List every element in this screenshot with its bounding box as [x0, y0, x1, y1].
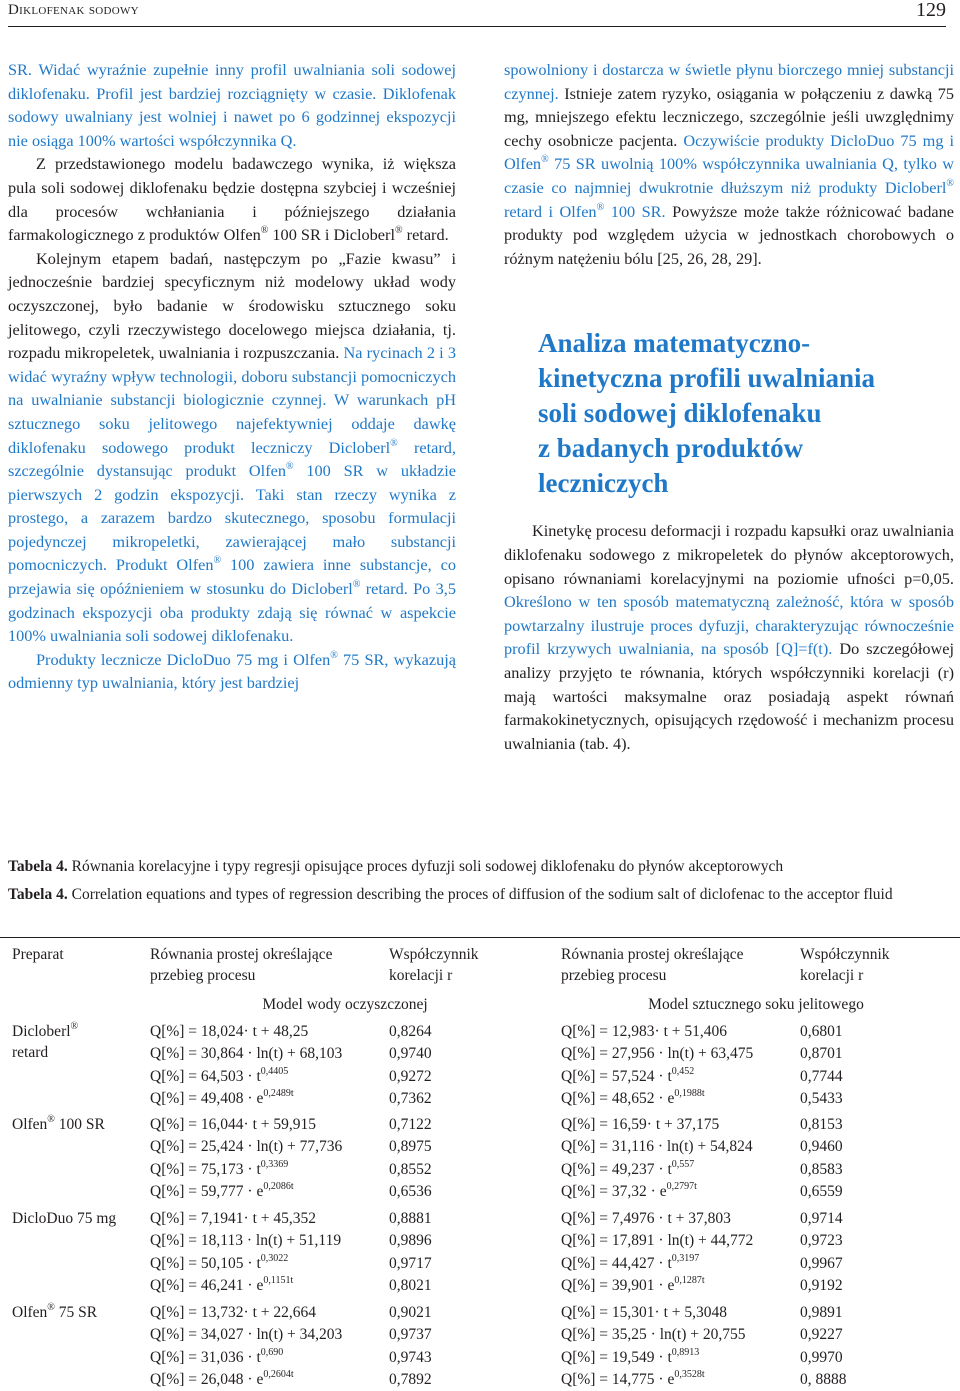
correlation-water: 0,8881: [389, 1210, 432, 1227]
header-coef-juice-2: korelacji r: [800, 967, 864, 984]
correlation-water: 0,8021: [389, 1276, 432, 1294]
equation-juice: Q[%] = 31,116 · ln(t) + 54,824: [561, 1138, 753, 1156]
equation-water: Q[%] = 16,044· t + 59,915: [150, 1116, 317, 1133]
equation-juice: Q[%] = 35,25 · ln(t) + 20,755: [561, 1326, 746, 1344]
equation-water: $Q[\%] = 31,036 \cdot t^{0,690}$: [150, 1346, 284, 1366]
exponent: 0,2489t: [263, 1087, 294, 1099]
correlation-juice: 0,6559: [800, 1182, 843, 1200]
equation-water: Q[%] = 13,732· t + 22,664: [150, 1304, 317, 1321]
paragraph-2: Z przedstawionego modelu badawczego wynika, iż większa pula soli sodowej diklofenaku będzie dostępna szybciej i wcześniej dla procesów wchłaniania i późniejszego działania farmakologicznego z produktów Olfen® 100 SR i Dicloberl® retard.: [8, 154, 456, 245]
correlation-water: 0,8264: [389, 1023, 432, 1040]
correlation-water: 0,9743: [389, 1348, 432, 1366]
exponent: 0,3197: [671, 1252, 700, 1264]
correlation-juice: 0,9460: [800, 1138, 843, 1156]
header-coef-water-2: korelacji r: [389, 967, 453, 984]
paragraph-6: Kinetykę procesu deformacji i rozpadu kapsułki oraz uwalniania diklofenaku sodowego z mikropeletek do płynów akceptorowych, opisano równaniami korelacyjnymi na poziomie ufności p=0,05. Określono w ten sposób matematyczną zależność, która w sposób powtarzalny ilustruje proces dyfuzji, charakteryzując równocześnie profil krzywych uwalniania, na sposób [Q]=f(t). Do szczegółowej analizy przyjęto te równania, których współczynniki korelacji (r) mają wartości maksymalne oraz posiadają aspekt równań farmakokinetycznych, opisujących rzędowość i mechanizm procesu uwalniania (tab. 4).: [504, 521, 955, 753]
correlation-water: 0,9272: [389, 1067, 432, 1085]
equation-water: $Q[\%] = 59,777 \cdot e^{0,2086t}$: [150, 1180, 294, 1200]
equation-water: Q[%] = 30,864 · ln(t) + 68,103: [150, 1045, 343, 1063]
running-title: Diklofenak sodowy: [8, 2, 139, 18]
equation-juice: Q[%] = 16,59· t + 37,175: [561, 1116, 720, 1133]
equation-water: Q[%] = 25,424 · ln(t) + 77,736: [150, 1138, 343, 1156]
registered-mark: ®: [70, 1021, 79, 1032]
exponent: 0,690: [260, 1346, 284, 1358]
header-model-water: Model wody oczyszczonej: [262, 996, 428, 1013]
equation-water: $Q[\%] = 75,173 \cdot t^{0,3369}$: [150, 1158, 289, 1178]
equation-water: $Q[\%] = 49,408 \cdot e^{0,2489t}$: [150, 1087, 294, 1107]
correlation-juice: 0,7744: [800, 1067, 843, 1085]
correlation-juice: 0,8583: [800, 1160, 843, 1178]
header-preparat: Preparat: [12, 946, 64, 963]
correlation-water: 0,9737: [389, 1326, 432, 1344]
correlation-water: 0,6536: [389, 1182, 432, 1200]
correlation-water: 0,9717: [389, 1254, 432, 1272]
equation-water: $Q[\%] = 46,241 \cdot e^{0,1151t}$: [150, 1274, 294, 1294]
correlation-water: 0,9021: [389, 1304, 432, 1321]
right-column: [504, 58, 954, 755]
header-equation-juice-1: Równania prostej określające: [561, 946, 744, 963]
equation-water: $Q[\%] = 50,105 \cdot t^{0,3022}$: [150, 1252, 289, 1272]
exponent: 0,2086t: [263, 1180, 294, 1192]
section-heading: Analiza matematyczno- kinetyczna profili uwalniania soli sodowej diklofenaku z badanych produktów leczniczych: [538, 328, 876, 499]
correlation-juice: 0,5433: [800, 1089, 843, 1107]
product-name: Olfen® 75 SR: [12, 1302, 98, 1321]
exponent: 0,3022: [260, 1252, 289, 1264]
correlation-juice: 0,9192: [800, 1276, 843, 1294]
regression-table: [0, 937, 960, 1391]
correlation-water: 0,7362: [389, 1089, 432, 1107]
equation-juice: Q[%] = 27,956 · ln(t) + 63,475: [561, 1045, 754, 1063]
equation-juice: $Q[\%] = 14,775 \cdot e^{0,3528t}$: [561, 1368, 705, 1388]
correlation-water: 0,9896: [389, 1232, 432, 1250]
equation-juice: Q[%] = 12,983· t + 51,406: [561, 1023, 728, 1040]
product-name: DicloDuo 75 mg: [12, 1210, 117, 1227]
correlation-juice: 0,6801: [800, 1023, 843, 1040]
equation-juice: $Q[\%] = 37,32 \cdot e^{0,2797t}$: [561, 1180, 697, 1200]
equation-water: $Q[\%] = 64,503 \cdot t^{0,4405}$: [150, 1065, 289, 1085]
exponent: 0,4405: [260, 1065, 289, 1077]
paragraph-1: SR. Widać wyraźnie zupełnie inny profil uwalniania soli sodowej diklofenaku. Profil jest bardziej rozciągnięty w czasie. Diklofenak sodowy uwalniany jest wolniej i nawet po 6 godzinnej ekspozycji nie osiąga 100% wartości współczynnika Q.: [8, 60, 456, 150]
paragraph-3: Kolejnym etapem badań, następczym po „Fazie kwasu” i jednocześnie bardziej specyficznym niż modelowy układ wody oczyszczonej, było badanie w środowisku sztucznego soku jelitowego, czyli rzeczywistego docelowego miejsca działania, tj. rozpadu mikropeletek, uwalniania i rozpuszczania. Na rycinach 2 i 3 widać wyraźny wpływ technologii, doboru substancji pomocniczych na uwalnianie substancji biologicznie czynnej. W warunkach pH sztucznego soku jelitowego najefektywniej oddaje dawkę diklofenaku sodowego produkt leczniczy Dicloberl® retard, szczególnie dystansując produkt Olfen® 100 SR w układzie pierwszych 2 godzin ekspozycji. Taki stan rzeczy wynika z prostego, a zarazem bardzo skutecznego, sposobu formulacji pojedynczej mikropeletki, zawierającej mało substancji pomocniczych. Produkt Olfen® 100 zawiera inne substancje, co przejawia się opóźnieniem w stosunku do Dicloberl® retard. Po 3,5 godzinach ekspozycji oba produkty zdają się równać w aspekcie 100% uwalniania soli sodowej diklofenaku.: [8, 248, 456, 646]
table-caption-en: Tabela 4. Correlation equations and types of regression describing the proces of diffusion of the sodium salt of diclofenac to the acceptor fluid: [8, 886, 893, 903]
registered-mark: ®: [47, 1114, 55, 1125]
equation-juice: Q[%] = 15,301· t + 5,3048: [561, 1304, 728, 1321]
header-model-juice: Model sztucznego soku jelitowego: [648, 996, 864, 1013]
product-name: Olfen® 100 SR: [12, 1114, 105, 1133]
equation-juice: Q[%] = 7,4976 · t + 37,803: [561, 1210, 731, 1227]
table-top-rule: [0, 937, 960, 938]
page-header: [8, 0, 946, 27]
header-equation-water-2: przebieg procesu: [150, 967, 256, 984]
exponent: 0,452: [671, 1065, 695, 1077]
registered-mark: ®: [47, 1302, 55, 1313]
correlation-water: 0,8552: [389, 1160, 432, 1178]
header-equation-juice-2: przebieg procesu: [561, 967, 667, 984]
equation-juice: $Q[\%] = 48,652 \cdot e^{0,1988t}$: [561, 1087, 705, 1107]
exponent: 0,3369: [260, 1158, 289, 1170]
correlation-water: 0,8975: [389, 1138, 432, 1156]
correlation-juice: 0,8701: [800, 1045, 843, 1063]
equation-juice: $Q[\%] = 19,549 \cdot t^{0,8913}$: [561, 1346, 700, 1366]
equation-juice: Q[%] = 17,891 · ln(t) + 44,772: [561, 1232, 754, 1250]
correlation-juice: 0,9714: [800, 1210, 843, 1227]
equation-water: Q[%] = 34,027 · ln(t) + 34,203: [150, 1326, 343, 1344]
equation-water: $Q[\%] = 26,048 \cdot e^{0,2604t}$: [150, 1368, 294, 1388]
exponent: 0,1287t: [674, 1274, 705, 1286]
header-equation-water-1: Równania prostej określające: [150, 946, 333, 963]
equation-juice: $Q[\%] = 57,524 \cdot t^{0,452}$: [561, 1065, 695, 1085]
exponent: 0,3528t: [674, 1368, 705, 1380]
page-number: 129: [916, 0, 946, 21]
exponent: 0,2604t: [263, 1368, 294, 1380]
exponent: 0,1988t: [674, 1087, 705, 1099]
correlation-juice: 0,9967: [800, 1254, 843, 1272]
equation-juice: $Q[\%] = 44,427 \cdot t^{0,3197}$: [561, 1252, 700, 1272]
correlation-water: 0,9740: [389, 1045, 432, 1063]
header-coef-juice-1: Współczynnik: [800, 946, 890, 963]
exponent: 0,2797t: [666, 1180, 697, 1192]
correlation-juice: 0,9891: [800, 1304, 843, 1321]
paragraph-5: spowolniony i dostarcza w świetle płynu biorczego mniej substancji czynnej. Istnieje zatem ryzyko, osiągania w połączeniu z dawką 75 mg, mniejszego efektu leczniczego, szczególnie jeśli uwzględnimy cechy osobnicze pacjenta. Oczywiście produkty DicloDuo 75 mg i Olfen® 75 SR uwolnią 100% współczynnika uwalniania Q, tylko w czasie co najmniej dwukrotnie dłuższym niż produkty Dicloberl® retard i Olfen® 100 SR. Powyższe może także różnicować badane produkty pod względem użycia w jednostkach chorobowych o różnym natężeniu bólu [25, 26, 28, 29].: [504, 60, 954, 268]
correlation-juice: 0,8153: [800, 1116, 843, 1133]
left-column: [8, 58, 456, 695]
equation-water: Q[%] = 18,113 · ln(t) + 51,119: [150, 1232, 342, 1250]
correlation-juice: 0,9723: [800, 1232, 843, 1250]
correlation-water: 0,7122: [389, 1116, 432, 1133]
equation-juice: $Q[\%] = 39,901 \cdot e^{0,1287t}$: [561, 1274, 705, 1294]
correlation-water: 0,7892: [389, 1370, 432, 1388]
product-name: Dicloberl® retard: [12, 1021, 79, 1061]
header-coef-water-1: Współczynnik: [389, 946, 479, 963]
equation-water: Q[%] = 7,1941· t + 45,352: [150, 1210, 317, 1227]
table-caption-pl: Tabela 4. Równania korelacyjne i typy regresji opisujące proces dyfuzji soli sodowej diklofenaku do płynów akceptorowych: [8, 858, 784, 875]
correlation-juice: 0,9227: [800, 1326, 843, 1344]
exponent: 0,8913: [671, 1346, 700, 1358]
correlation-juice: 0,9970: [800, 1348, 843, 1366]
equation-water: Q[%] = 18,024· t + 48,25: [150, 1023, 309, 1040]
equation-juice: $Q[\%] = 49,237 \cdot t^{0,557}$: [561, 1158, 695, 1178]
exponent: 0,1151t: [263, 1274, 294, 1286]
correlation-juice: 0, 8888: [800, 1370, 847, 1388]
exponent: 0,557: [671, 1158, 695, 1170]
paragraph-4: Produkty lecznicze DicloDuo 75 mg i Olfen® 75 SR, wykazują odmienny typ uwalniania, który jest bardziej: [8, 649, 457, 693]
